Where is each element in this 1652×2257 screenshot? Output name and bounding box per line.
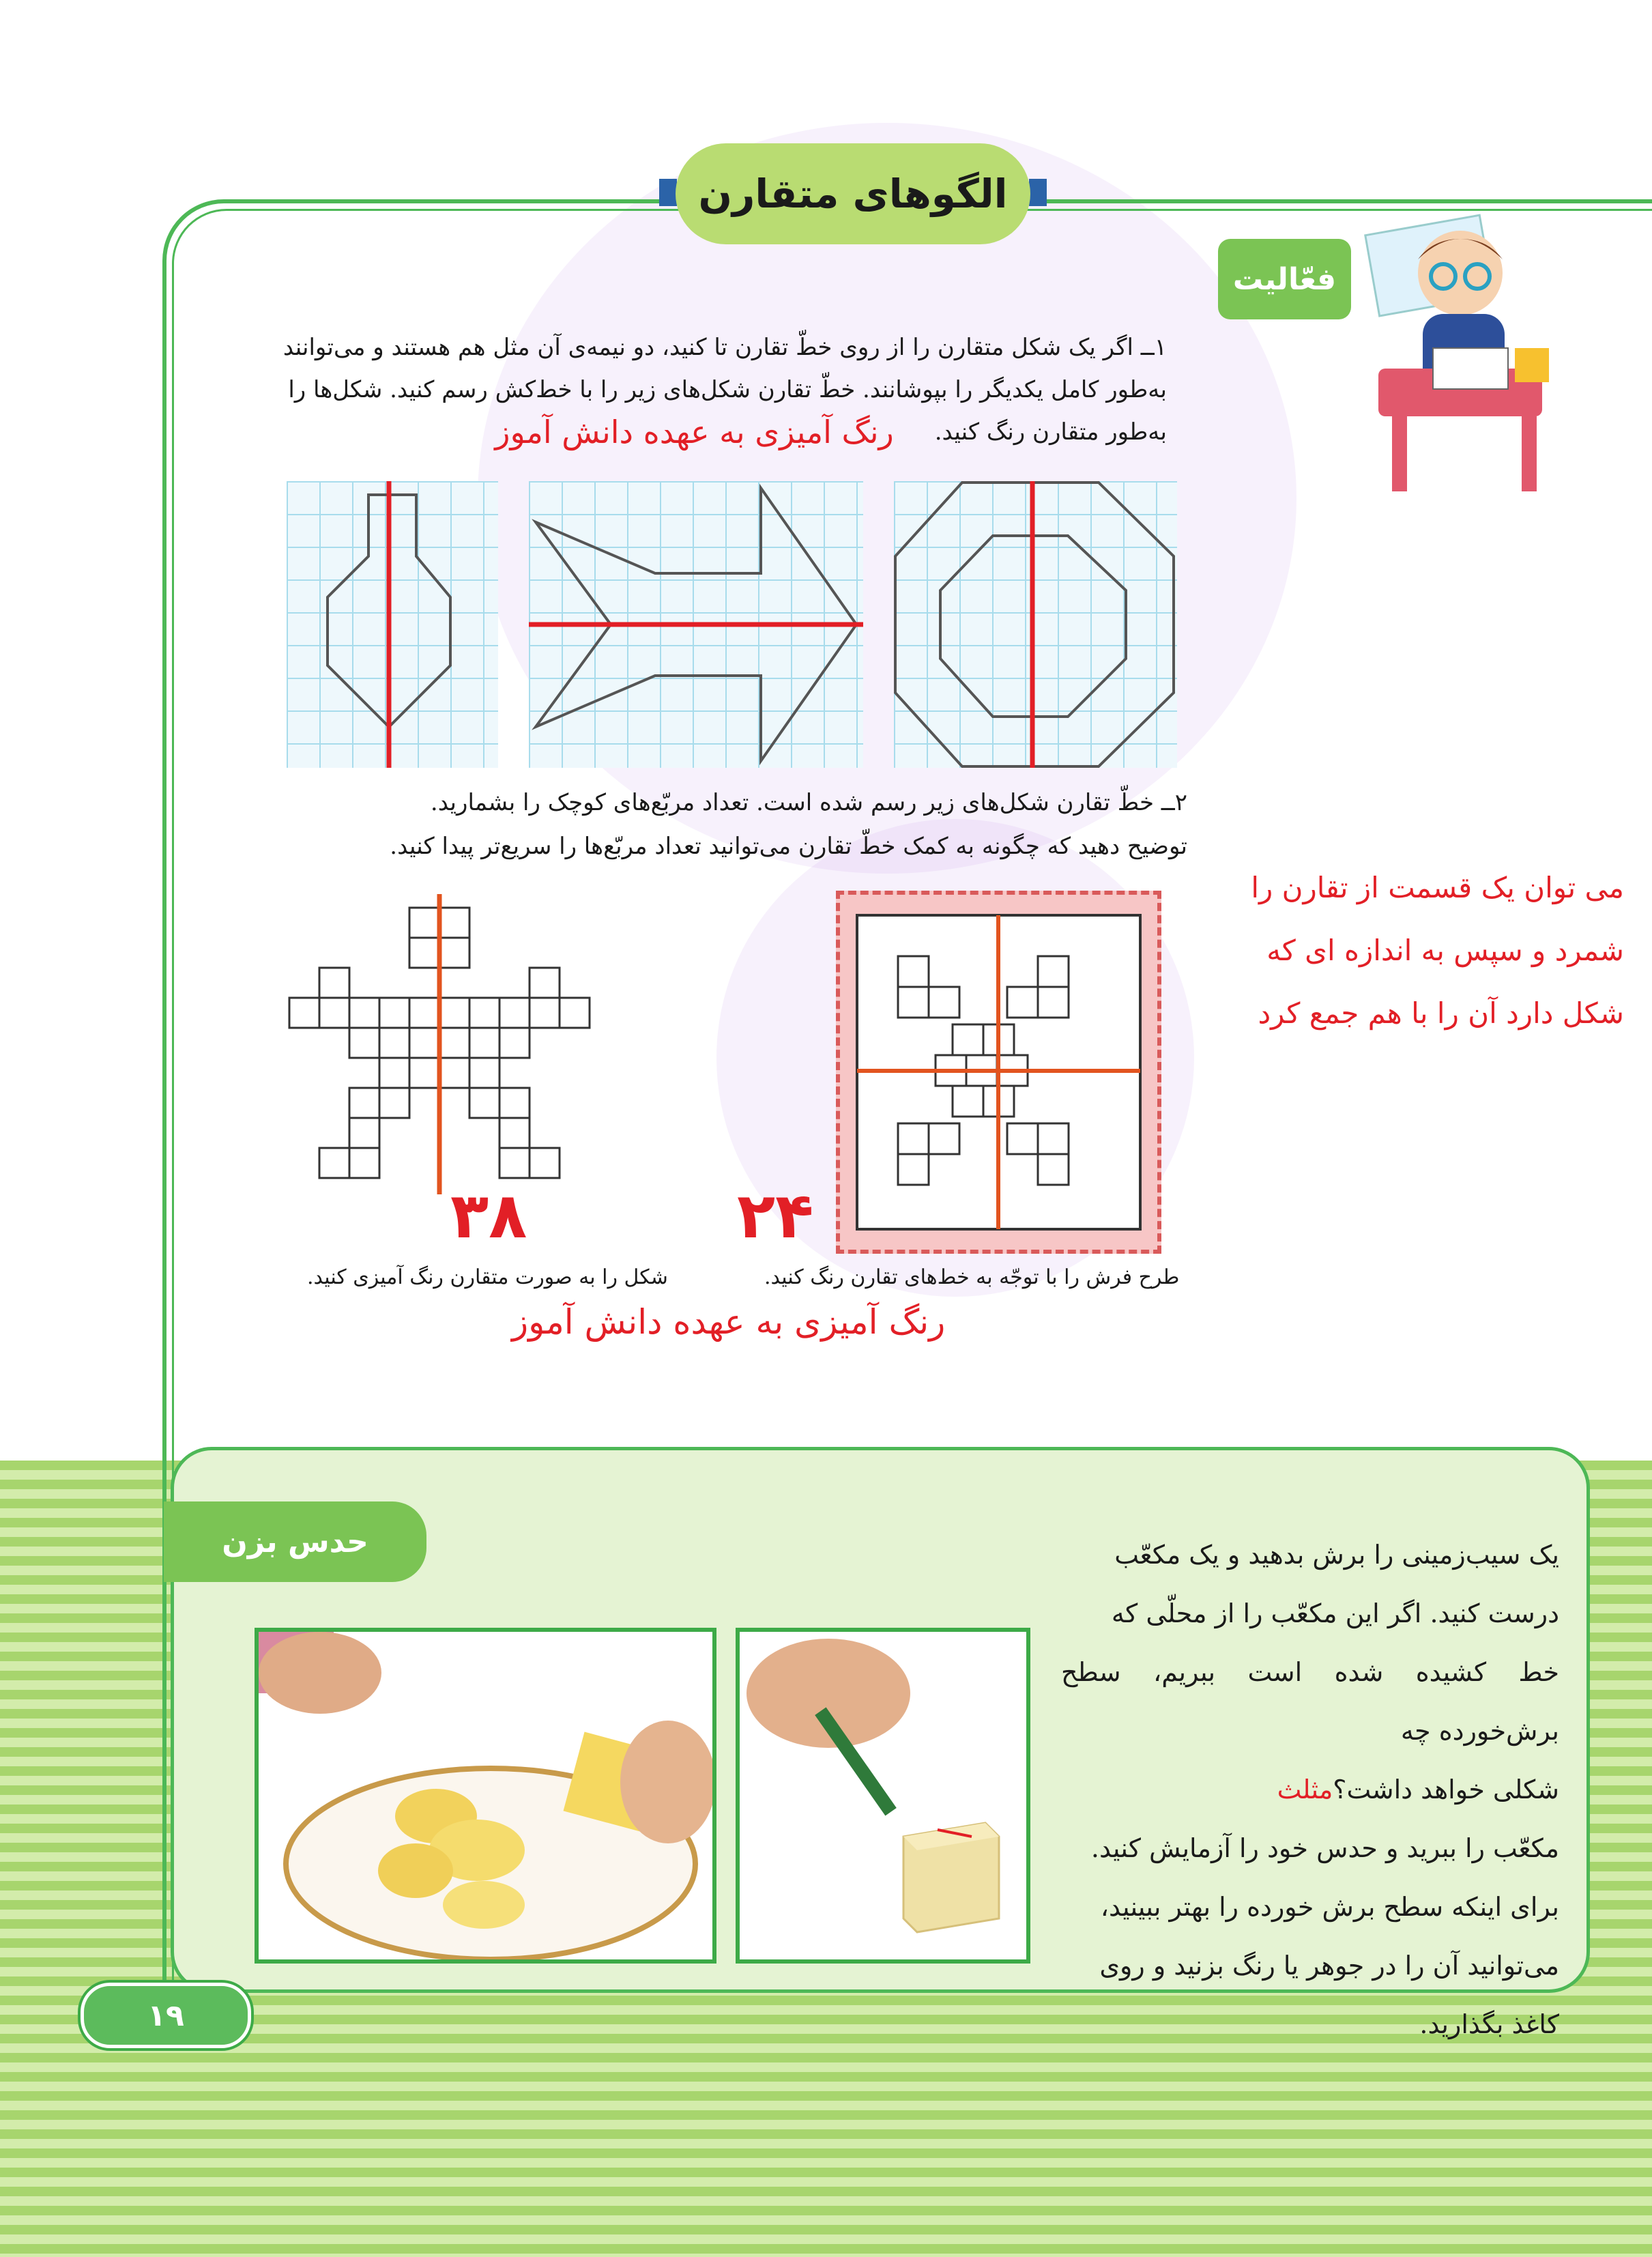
coloring-answer-2: رنگ آمیزی به عهده دانش آموز <box>512 1302 946 1342</box>
coloring-answer-1: رنگ آمیزی به عهده دانش آموز <box>495 414 894 450</box>
question-1 <box>280 326 1167 453</box>
question-1-line <box>280 411 1167 453</box>
grid-figure-arrow <box>529 481 863 768</box>
caption-figure: شکل را به صورت متقارن رنگ آمیزی کنید. <box>307 1265 668 1289</box>
side-answer-line: شمرد و سپس به اندازه ای که <box>1266 934 1624 967</box>
guess-line: می‌توانید آن را در جوهر یا رنگ بزنید و روی <box>1099 1951 1559 1981</box>
arrow-figure <box>529 481 863 768</box>
activity-tag: فعّالیت <box>1218 239 1351 319</box>
carpet-pattern <box>840 895 1157 1250</box>
guess-line: مکعّب را ببرید و حدس خود را آزمایش کنید. <box>1090 1833 1559 1863</box>
guess-answer: مثلث <box>1277 1774 1333 1805</box>
side-answer-line: می توان یک قسمت از تقارن را <box>1251 871 1624 904</box>
cross-squares-figure <box>287 894 594 1194</box>
guess-line: درست کنید. اگر این مکعّب را از محلّی که <box>1111 1598 1559 1628</box>
title-cap-left <box>659 179 677 206</box>
question-1-line-3: به‌طور متقارن رنگ کنید. <box>934 418 1167 446</box>
side-answer <box>1208 857 1624 1045</box>
octagon-figure <box>894 481 1177 768</box>
guess-line <box>1061 1760 1559 1819</box>
caption-carpet: طرح فرش را با توجّه به خط‌های تقارن رنگ کنید. <box>764 1265 1180 1289</box>
guess-line: خط کشیده شده است ببریم، سطح برش‌خورده چه <box>1061 1657 1559 1746</box>
student-illustration <box>1358 212 1576 498</box>
guess-line: برای اینکه سطح برش خورده را بهتر ببینید، <box>1100 1892 1559 1922</box>
grid-figure-octagon <box>894 481 1177 768</box>
guess-tag: حدس بزن <box>164 1501 426 1582</box>
guess-line: یک سیب‌زمینی را برش بدهید و یک مکعّب <box>1114 1540 1559 1570</box>
question-2-line: توضیح دهید که چگونه به کمک خطّ تقارن می‌توانید تعداد مربّع‌ها را سریع‌تر پیدا کنید. <box>390 833 1187 860</box>
side-answer-line: شکل دارد آن را با هم جمع کرد <box>1258 996 1624 1030</box>
vase-figure <box>287 481 498 768</box>
guess-text <box>1061 1525 1559 2054</box>
photo-cube-cut <box>736 1628 1030 1964</box>
question-2 <box>382 781 1187 868</box>
guess-question: شکلی خواهد داشت؟ <box>1333 1774 1559 1805</box>
striped-left-background <box>0 1461 171 2007</box>
grid-figure-vase <box>287 481 498 768</box>
cube-cut-illustration <box>740 1632 1026 1959</box>
count-left: ۳۸ <box>450 1179 527 1252</box>
question-2-line: ۲ــ خطّ تقارن شکل‌های زیر رسم شده است. تعداد مربّع‌های کوچک را بشمارید. <box>430 789 1187 816</box>
carpet-figure <box>836 891 1161 1254</box>
photo-potato-plate <box>255 1628 716 1964</box>
question-1-line: به‌طور کامل یکدیگر را بپوشانند. خطّ تقارن شکل‌های زیر را با خط‌کش رسم کنید. شکل‌ها را <box>288 376 1167 403</box>
title-cap-right <box>1029 179 1047 206</box>
count-right: ۲۴ <box>737 1179 814 1252</box>
potato-plate-illustration <box>259 1632 712 1959</box>
page-title: الگوهای متقارن <box>676 143 1030 244</box>
guess-line: کاغذ بگذارید. <box>1419 2009 1559 2039</box>
page-number: ۱۹ <box>81 1983 251 2048</box>
question-1-line: ۱ــ اگر یک شکل متقارن را از روی خطّ تقارن تا کنید، دو نیمه‌ی آن مثل هم هستند و می‌توانند <box>282 334 1167 361</box>
